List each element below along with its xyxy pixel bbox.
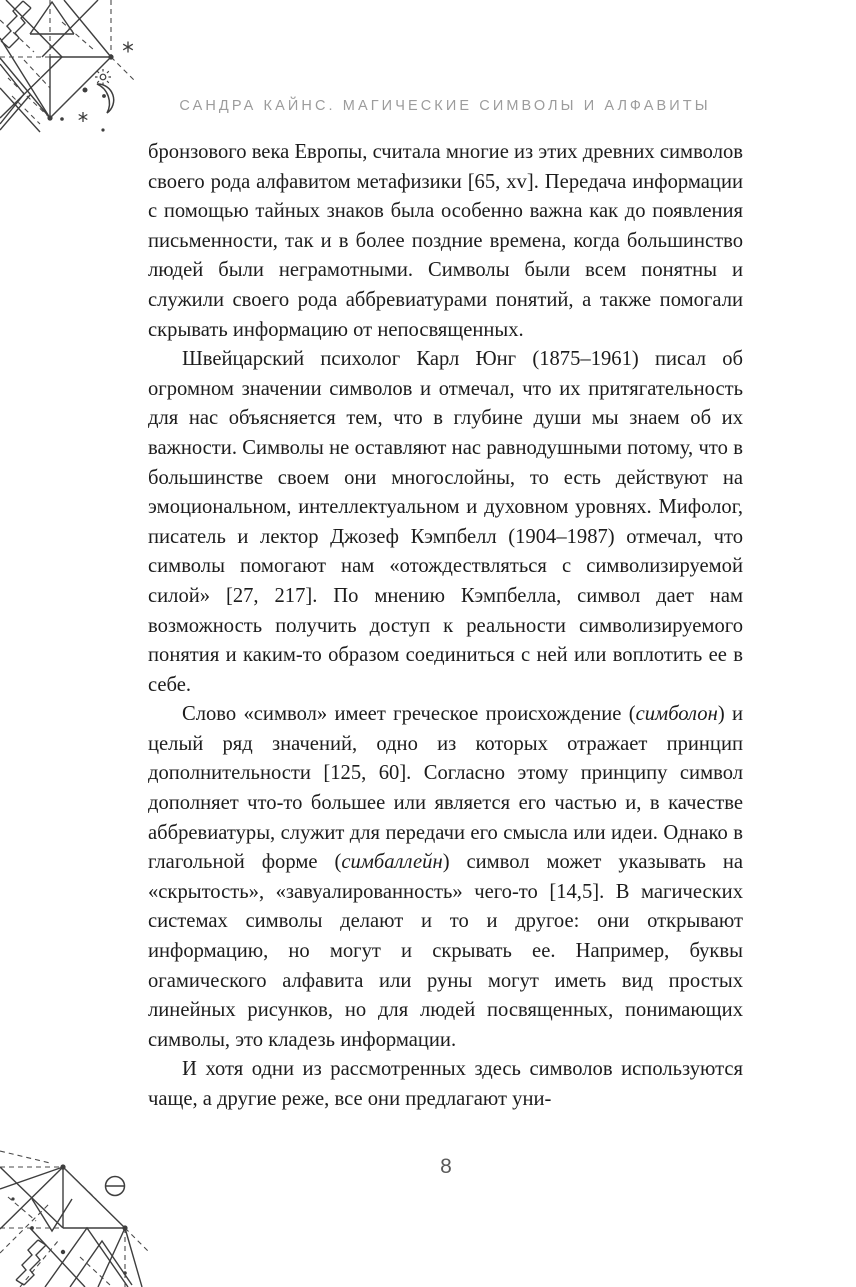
ornament-solid-lines bbox=[0, 1167, 142, 1287]
ornament-dashed-lines bbox=[0, 0, 134, 124]
paragraph-run: бронзового века Европы, считала многие из этих древних символов своего рода алфавитом метафизики [65, xv]. Передача информации с помощью тайных знаков была особенно важна как до появления письменности, так и в более поздние времена, когда большинство людей были неграмотными. Символы были всем понятны и служили своего рода аббревиатурами понятий, а также помогали скрывать информацию от непосвященных. bbox=[148, 141, 743, 341]
ornament-dashed-lines bbox=[0, 1151, 148, 1287]
ornament-solid-lines bbox=[0, 0, 111, 132]
italic-term: симбаллейн bbox=[341, 851, 443, 874]
sun-icon bbox=[95, 69, 111, 85]
crescent-moon-icon bbox=[97, 84, 114, 113]
paragraph-run: ) и целый ряд значений, одно из которых отражает принцип дополнительности [125, 60]. Согласно этому принципу символ дополняет что-то большее или является его частью и, в качестве аббревиатуры, служит для передачи его смысла или идеи. Однако в глагольной форме ( bbox=[148, 703, 744, 874]
italic-term: симболон bbox=[635, 703, 718, 726]
paragraph-run: Слово «символ» имеет греческое происхождение ( bbox=[182, 703, 636, 726]
paragraph bbox=[148, 1055, 743, 1114]
paragraph-run: И хотя одни из рассмотренных здесь символов используются чаще, а другие реже, все они предлагают уни- bbox=[148, 1058, 743, 1110]
page-number: 8 bbox=[440, 1155, 452, 1178]
geometric-ornament-graphic bbox=[0, 0, 150, 133]
body-text bbox=[148, 138, 743, 1115]
running-header: САНДРА КАЙНС. МАГИЧЕСКИЕ СИМВОЛЫ И АЛФАВИТЫ bbox=[179, 98, 711, 114]
paragraph bbox=[148, 345, 743, 700]
corner-ornament-bottom-left bbox=[0, 1137, 152, 1287]
circle-theta-icon bbox=[106, 1177, 125, 1196]
dot-markers bbox=[47, 54, 113, 131]
paragraph bbox=[148, 138, 743, 345]
geometric-ornament-graphic bbox=[0, 1137, 152, 1287]
paragraph-run: ) символ может указывать на «скрытость», «завуалированность» чего-то [14,5]. В магических системах символы делают и то и другое: они открывают информацию, но могут и скрывать ее. Например, буквы огамического алфавита или руны могут иметь вид простых линейных рисунков, но для людей посвященных, понимающих символы, это кладезь информации. bbox=[148, 851, 743, 1051]
paragraph bbox=[148, 700, 743, 1055]
corner-ornament-top-left bbox=[0, 0, 150, 133]
paragraph-run: Швейцарский психолог Карл Юнг (1875–1961) писал об огромном значении символов и отмечал, что их притягательность для нас объясняется тем, что в глубине души мы знаем об их важности. Символы не оставляют нас равнодушными потому, что в большинстве своем они многослойны, то есть действуют на эмоциональном, интеллектуальном и духовном уровнях. Мифолог, писатель и лектор Джозеф Кэмпбелл (1904–1987) отмечал, что символы помогают нам «отождествляться с символизируемой силой» [27, 217]. По мнению Кэмпбелла, символ дает нам возможность получить доступ к реальности символизируемого понятия и каким-то образом соединиться с ней или воплотить ее в себе. bbox=[148, 348, 743, 696]
